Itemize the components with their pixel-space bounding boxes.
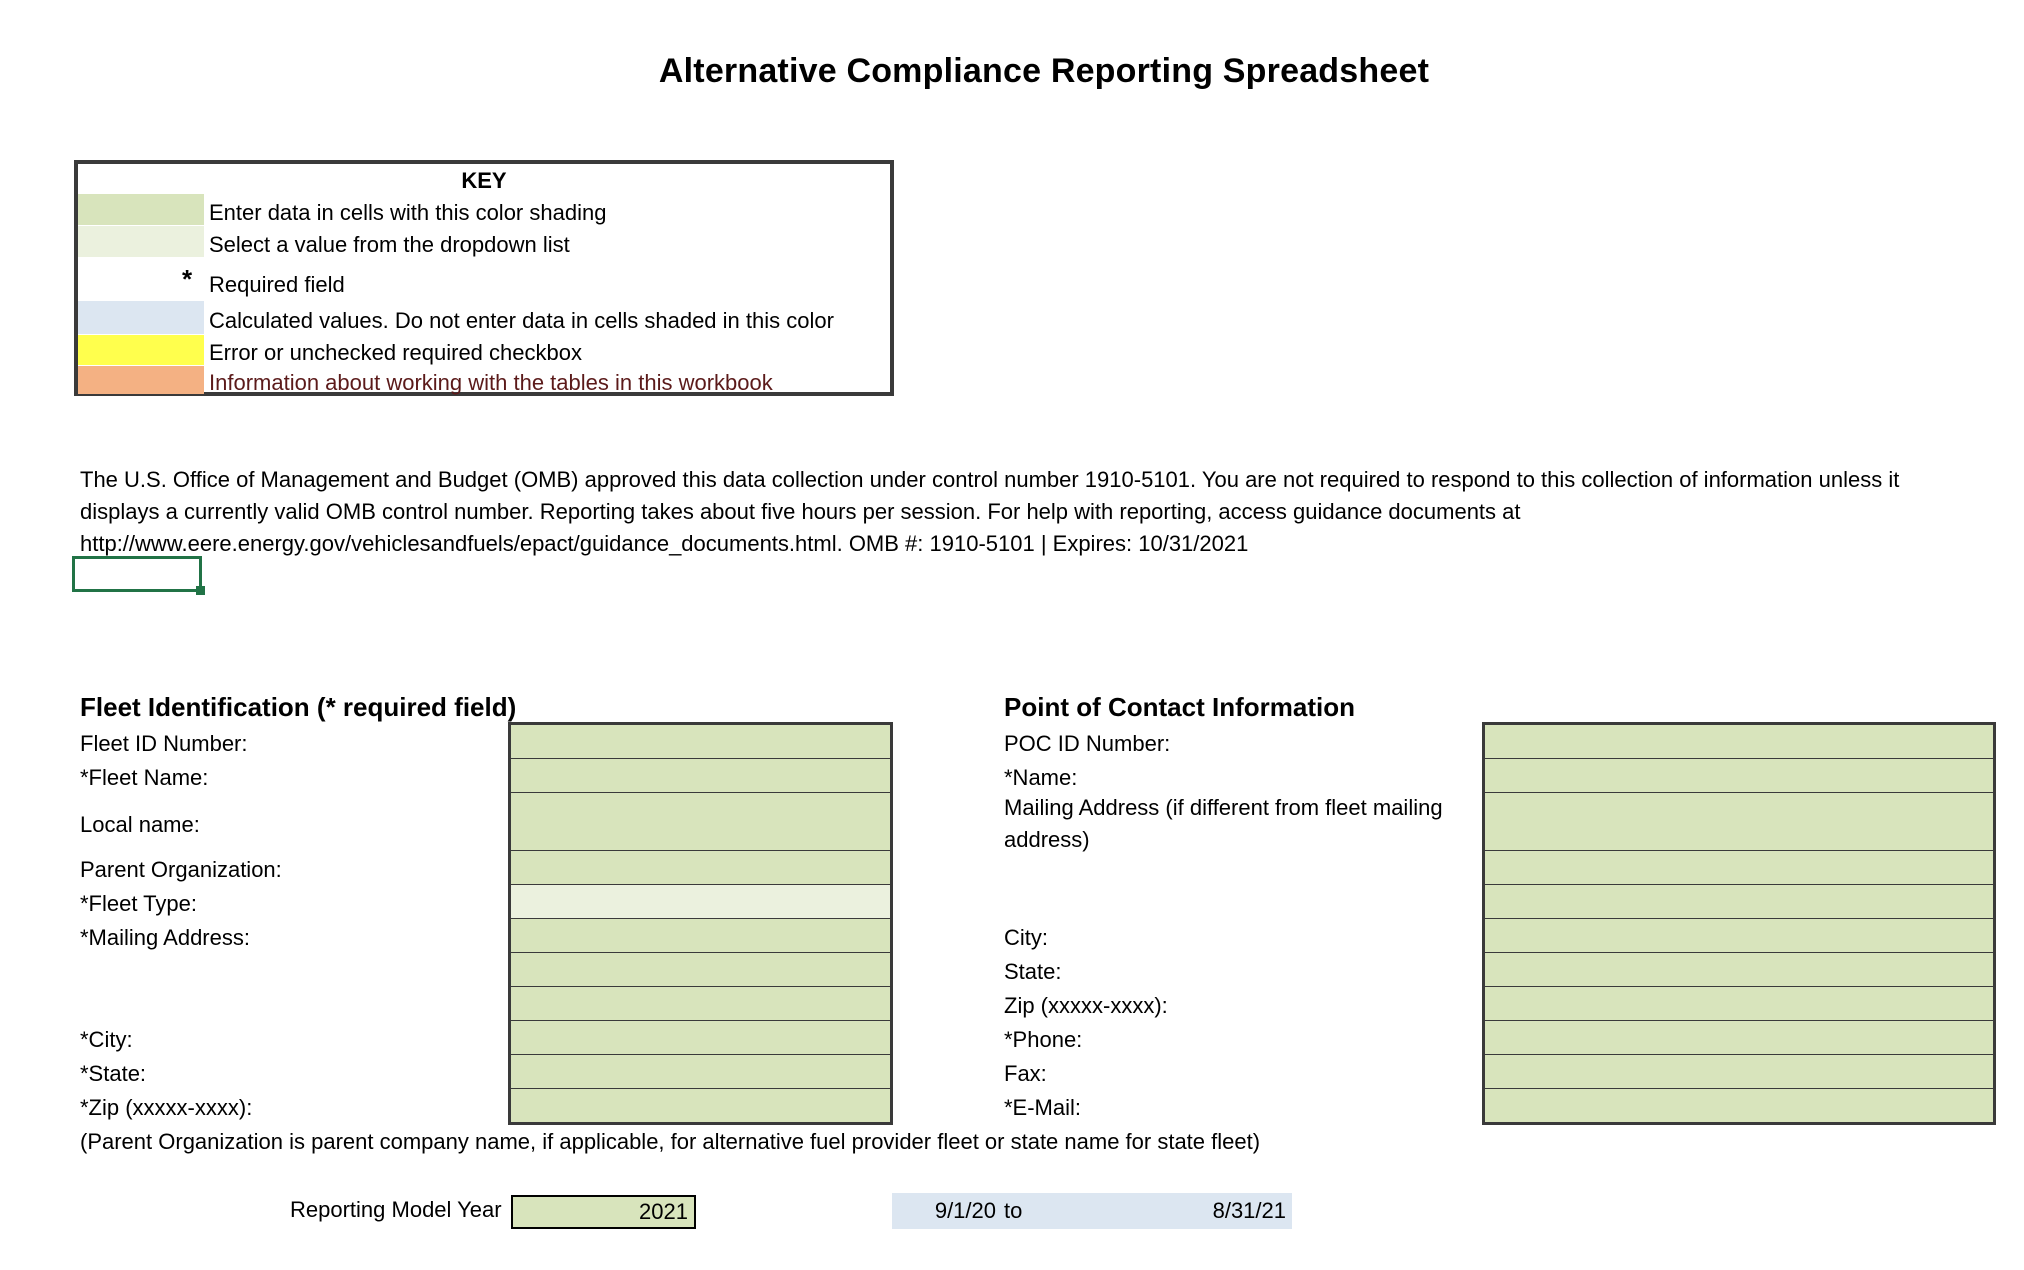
reporting-year-label: Reporting Model Year (290, 1197, 502, 1222)
key-swatch-info (78, 366, 204, 394)
mailing-address-input-2[interactable] (511, 953, 890, 987)
poc-address-input-3[interactable] (1485, 885, 1993, 919)
key-label-enter-data: Enter data in cells with this color shading (209, 200, 607, 225)
key-required-star: * (182, 264, 193, 294)
key-label-info: Information about working with the tables in this workbook (209, 370, 773, 395)
omb-notice-line-3: http://www.eere.energy.gov/vehiclesandfuels/epact/guidance_documents.html. OMB #: 1910-5101 | Expires: 10/31/2021 (80, 531, 1249, 556)
poc-phone-label: *Phone: (1004, 1027, 1083, 1052)
poc-phone-input[interactable] (1485, 1021, 1993, 1055)
key-swatch-dropdown (78, 226, 204, 257)
poc-email-label: *E-Mail: (1004, 1095, 1082, 1120)
reporting-period-range (892, 1193, 1292, 1229)
fleet-type-dropdown[interactable] (511, 885, 890, 919)
poc-section-heading: Point of Contact Information (1004, 692, 1355, 722)
fleet-type-label: *Fleet Type: (80, 891, 197, 916)
poc-fields (1482, 722, 1996, 1125)
key-swatch-error (78, 335, 204, 365)
poc-state-input[interactable] (1485, 953, 1993, 987)
fleet-section-heading: Fleet Identification (* required field) (80, 692, 517, 722)
zip-input[interactable] (511, 1089, 890, 1122)
mailing-address-input-1[interactable] (511, 919, 890, 953)
state-input[interactable] (511, 1055, 890, 1089)
poc-mailing-label-line-1: Mailing Address (if different from fleet mailing (1004, 795, 1443, 820)
omb-notice-line-2: displays a currently valid OMB control number. Reporting takes about five hours per session. For help with reporting, access guidance documents at (80, 499, 1521, 524)
fleet-name-input[interactable] (511, 759, 890, 793)
page-title: Alternative Compliance Reporting Spreadsheet (658, 52, 1430, 90)
zip-label: *Zip (xxxxx-xxxx): (80, 1095, 253, 1120)
selected-cell-cursor[interactable] (72, 556, 202, 592)
key-label-required: Required field (209, 272, 345, 297)
key-label-calculated: Calculated values. Do not enter data in cells shaded in this color (209, 308, 834, 333)
period-to-label: to (1004, 1198, 1023, 1223)
mailing-address-input-3[interactable] (511, 987, 890, 1021)
poc-address-input-2[interactable] (1485, 851, 1993, 885)
key-swatch-calculated (78, 301, 204, 334)
local-name-input[interactable] (511, 793, 890, 851)
key-legend (74, 160, 894, 396)
omb-notice-line-1: The U.S. Office of Management and Budget (OMB) approved this data collection under control number 1910-5101. You are not required to respond to this collection of information unless it (80, 467, 1900, 492)
fill-handle[interactable] (196, 586, 205, 595)
poc-id-input[interactable] (1485, 725, 1993, 759)
key-heading: KEY (461, 168, 507, 193)
poc-state-label: State: (1004, 959, 1062, 984)
parent-org-note: (Parent Organization is parent company name, if applicable, for alternative fuel provider fleet or state name for state fleet) (80, 1129, 1261, 1154)
fleet-id-label: Fleet ID Number: (80, 731, 248, 756)
reporting-year-input[interactable]: 2021 (511, 1195, 696, 1229)
mailing-address-label: *Mailing Address: (80, 925, 250, 950)
poc-zip-label: Zip (xxxxx-xxxx): (1004, 993, 1168, 1018)
period-start-date: 9/1/20 (934, 1198, 996, 1223)
fleet-name-label: *Fleet Name: (80, 765, 209, 790)
poc-fax-label: Fax: (1004, 1061, 1047, 1086)
local-name-label: Local name: (80, 812, 200, 837)
key-label-error: Error or unchecked required checkbox (209, 340, 582, 365)
city-label: *City: (80, 1027, 133, 1052)
poc-id-label: POC ID Number: (1004, 731, 1171, 756)
key-label-dropdown: Select a value from the dropdown list (209, 232, 570, 257)
poc-city-label: City: (1004, 925, 1048, 950)
period-end-date: 8/31/21 (1212, 1198, 1286, 1223)
poc-name-input[interactable] (1485, 759, 1993, 793)
omb-notice (80, 464, 1960, 560)
parent-org-input[interactable] (511, 851, 890, 885)
city-input[interactable] (511, 1021, 890, 1055)
poc-name-label: *Name: (1004, 765, 1078, 790)
poc-email-input[interactable] (1485, 1089, 1993, 1122)
parent-org-label: Parent Organization: (80, 857, 282, 882)
poc-city-input[interactable] (1485, 919, 1993, 953)
poc-mailing-label-line-2: address) (1004, 827, 1090, 852)
poc-address-input-1[interactable] (1485, 793, 1993, 851)
poc-fax-input[interactable] (1485, 1055, 1993, 1089)
poc-zip-input[interactable] (1485, 987, 1993, 1021)
fleet-id-input[interactable] (511, 725, 890, 759)
key-swatch-enter-data (78, 194, 204, 225)
state-label: *State: (80, 1061, 147, 1086)
fleet-fields (508, 722, 893, 1125)
